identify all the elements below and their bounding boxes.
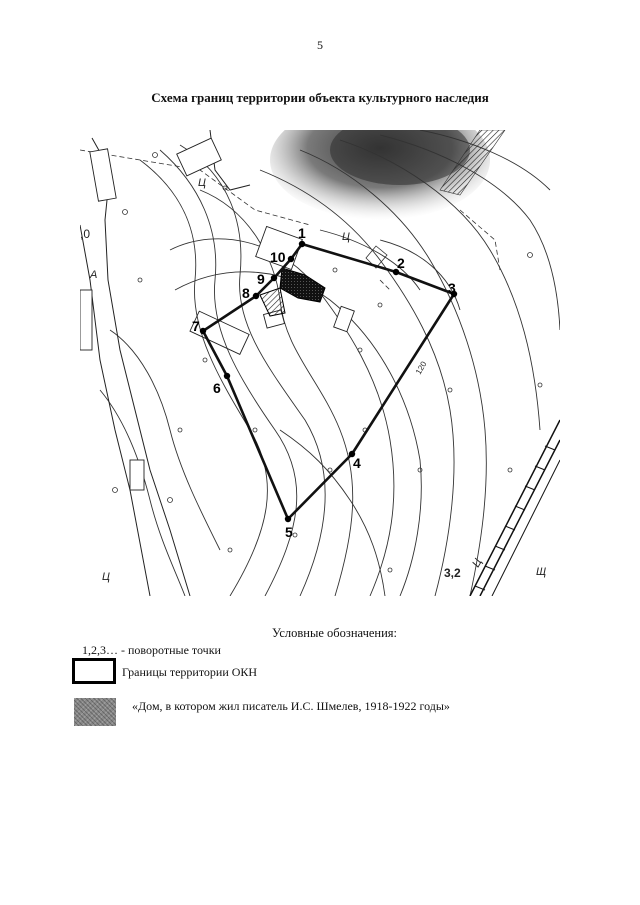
letter-a-label: А [90, 269, 98, 281]
vertex-label-3: 3 [448, 280, 456, 296]
vertex-label-8: 8 [242, 285, 250, 301]
heritage-object [260, 268, 325, 316]
elevation-label-bottom: 3,2 [444, 566, 461, 580]
cadastral-map [80, 130, 560, 596]
legend-boundary-swatch [72, 658, 116, 684]
legend-object-swatch [74, 698, 116, 726]
c-label-top: Ц [198, 177, 206, 189]
vertex-10 [288, 256, 294, 262]
vertex-label-7: 7 [192, 318, 200, 334]
legend-title: Условные обозначения: [272, 626, 398, 640]
sch-label: Щ [536, 566, 547, 578]
vertex-9 [271, 275, 277, 281]
vertex-label-4: 4 [353, 455, 361, 471]
legend-object-label: «Дом, в котором жил писатель И.С. Шмелев, 1918-1922 годы» [132, 699, 450, 713]
elevation-label-left: ,0 [80, 227, 91, 241]
vertex-label-1: 1 [298, 225, 306, 241]
vertex-label-9: 9 [257, 271, 265, 287]
vertex-label-6: 6 [213, 380, 221, 396]
railway-lines [470, 420, 560, 596]
c-label-bottom-left: Ц [102, 571, 110, 583]
contour-label-120: 120 [413, 359, 429, 376]
vertex-6 [224, 373, 230, 379]
vertex-1 [299, 241, 305, 247]
c-label-bottom-right: Ц [470, 556, 485, 570]
boundary-vertices [200, 241, 457, 522]
page-title: Схема границ территории объекта культурного наследия [151, 90, 489, 105]
legend-boundary-label: Границы территории ОКН [122, 665, 258, 679]
legend-points-text: 1,2,3… - поворотные точки [82, 643, 221, 657]
vertex-label-10: 10 [270, 249, 286, 265]
page-number: 5 [317, 38, 323, 52]
c-label-center: Ц [342, 231, 350, 243]
vertex-label-2: 2 [397, 255, 405, 271]
tree-symbols [113, 153, 543, 573]
vertex-label-5: 5 [285, 524, 293, 540]
vertex-7 [200, 328, 206, 334]
vertex-8 [253, 293, 259, 299]
vertex-5 [285, 516, 291, 522]
